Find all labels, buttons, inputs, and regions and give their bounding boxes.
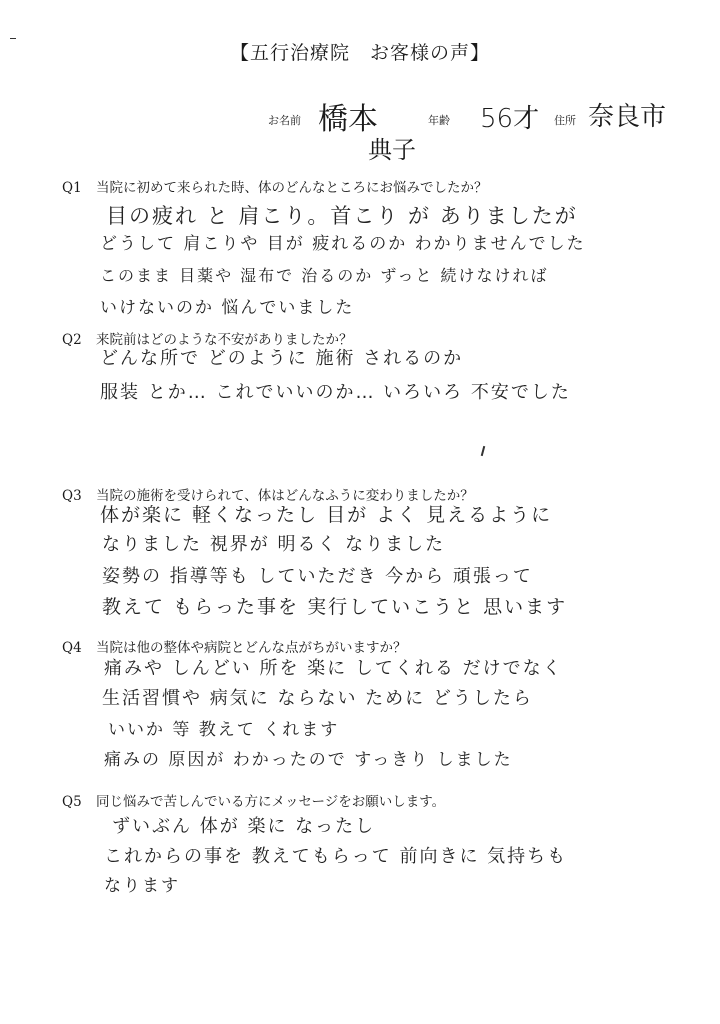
- question-text: 当院の施術を受けられて、体はどんなふうに変わりましたか？: [96, 488, 474, 504]
- answer-line: このまま 目薬や 湿布で 治るのか ずっと 続けなければ: [100, 266, 549, 285]
- name-label: お名前: [268, 114, 301, 127]
- answer-line: 服装 とか… これでいいのか… いろいろ 不安でした: [100, 382, 571, 403]
- question-number: Q3: [62, 488, 82, 504]
- question-text: 当院は他の整体や病院とどんな点がちがいますか？: [96, 640, 407, 656]
- question-number: Q1: [62, 180, 82, 196]
- question-3: [62, 484, 474, 504]
- page-title: 【五行治療院 お客様の声】: [229, 42, 490, 64]
- question-text: 同じ悩みで苦しんでいる方にメッセージをお願いします。: [96, 794, 446, 810]
- question-number: Q4: [62, 640, 82, 656]
- answer-line: なりました 視界が 明るく なりました: [102, 534, 446, 555]
- answer-line: 痛みの 原因が わかったので すっきり しました: [104, 750, 513, 770]
- question-5: [62, 790, 445, 810]
- question-4: [62, 636, 407, 656]
- answer-line: どんな所で どのように 施術 されるのか: [100, 348, 464, 369]
- address-value: 奈良市: [588, 102, 667, 132]
- question-text: 当院に初めて来られた時、体のどんなところにお悩みでしたか？: [96, 180, 488, 196]
- answer-line: 体が楽に 軽くなったし 目が よく 見えるように: [100, 504, 553, 526]
- question-number: Q5: [62, 794, 82, 810]
- age-label: 年齢: [428, 114, 450, 127]
- answer-line: 痛みや しんどい 所を 楽に してくれる だけでなく: [104, 658, 563, 679]
- answer-line: ずいぶん 体が 楽に なったし: [112, 816, 376, 837]
- age-value: 56才: [480, 104, 540, 134]
- name-line1: 橋本: [318, 102, 378, 137]
- answer-line: これからの事を 教えてもらって 前向きに 気持ちも: [104, 846, 568, 867]
- stray-pen-mark: [481, 446, 486, 456]
- answer-line: いいか 等 教えて くれます: [108, 720, 340, 740]
- name-line2: 典子: [368, 136, 416, 164]
- answer-line: 生活習慣や 病気に ならない ために どうしたら: [102, 688, 533, 709]
- answer-line: 教えて もらった事を 実行していこうと 思います: [102, 596, 568, 618]
- answer-line: いけないのか 悩んでいました: [100, 298, 355, 318]
- question-2: [62, 328, 353, 348]
- answer-line: 目の疲れ と 肩こり。首こり が ありましたが: [106, 204, 578, 228]
- answer-line: なります: [104, 876, 180, 896]
- question-number: Q2: [62, 332, 82, 348]
- answer-line: どうして 肩こりや 目が 疲れるのか わかりませんでした: [100, 234, 586, 254]
- question-1: [62, 176, 488, 196]
- customer-info: [268, 100, 688, 164]
- answer-line: 姿勢の 指導等も していただき 今から 頑張って: [102, 566, 533, 587]
- address-label: 住所: [554, 114, 576, 127]
- question-text: 来院前はどのような不安がありましたか？: [96, 332, 353, 348]
